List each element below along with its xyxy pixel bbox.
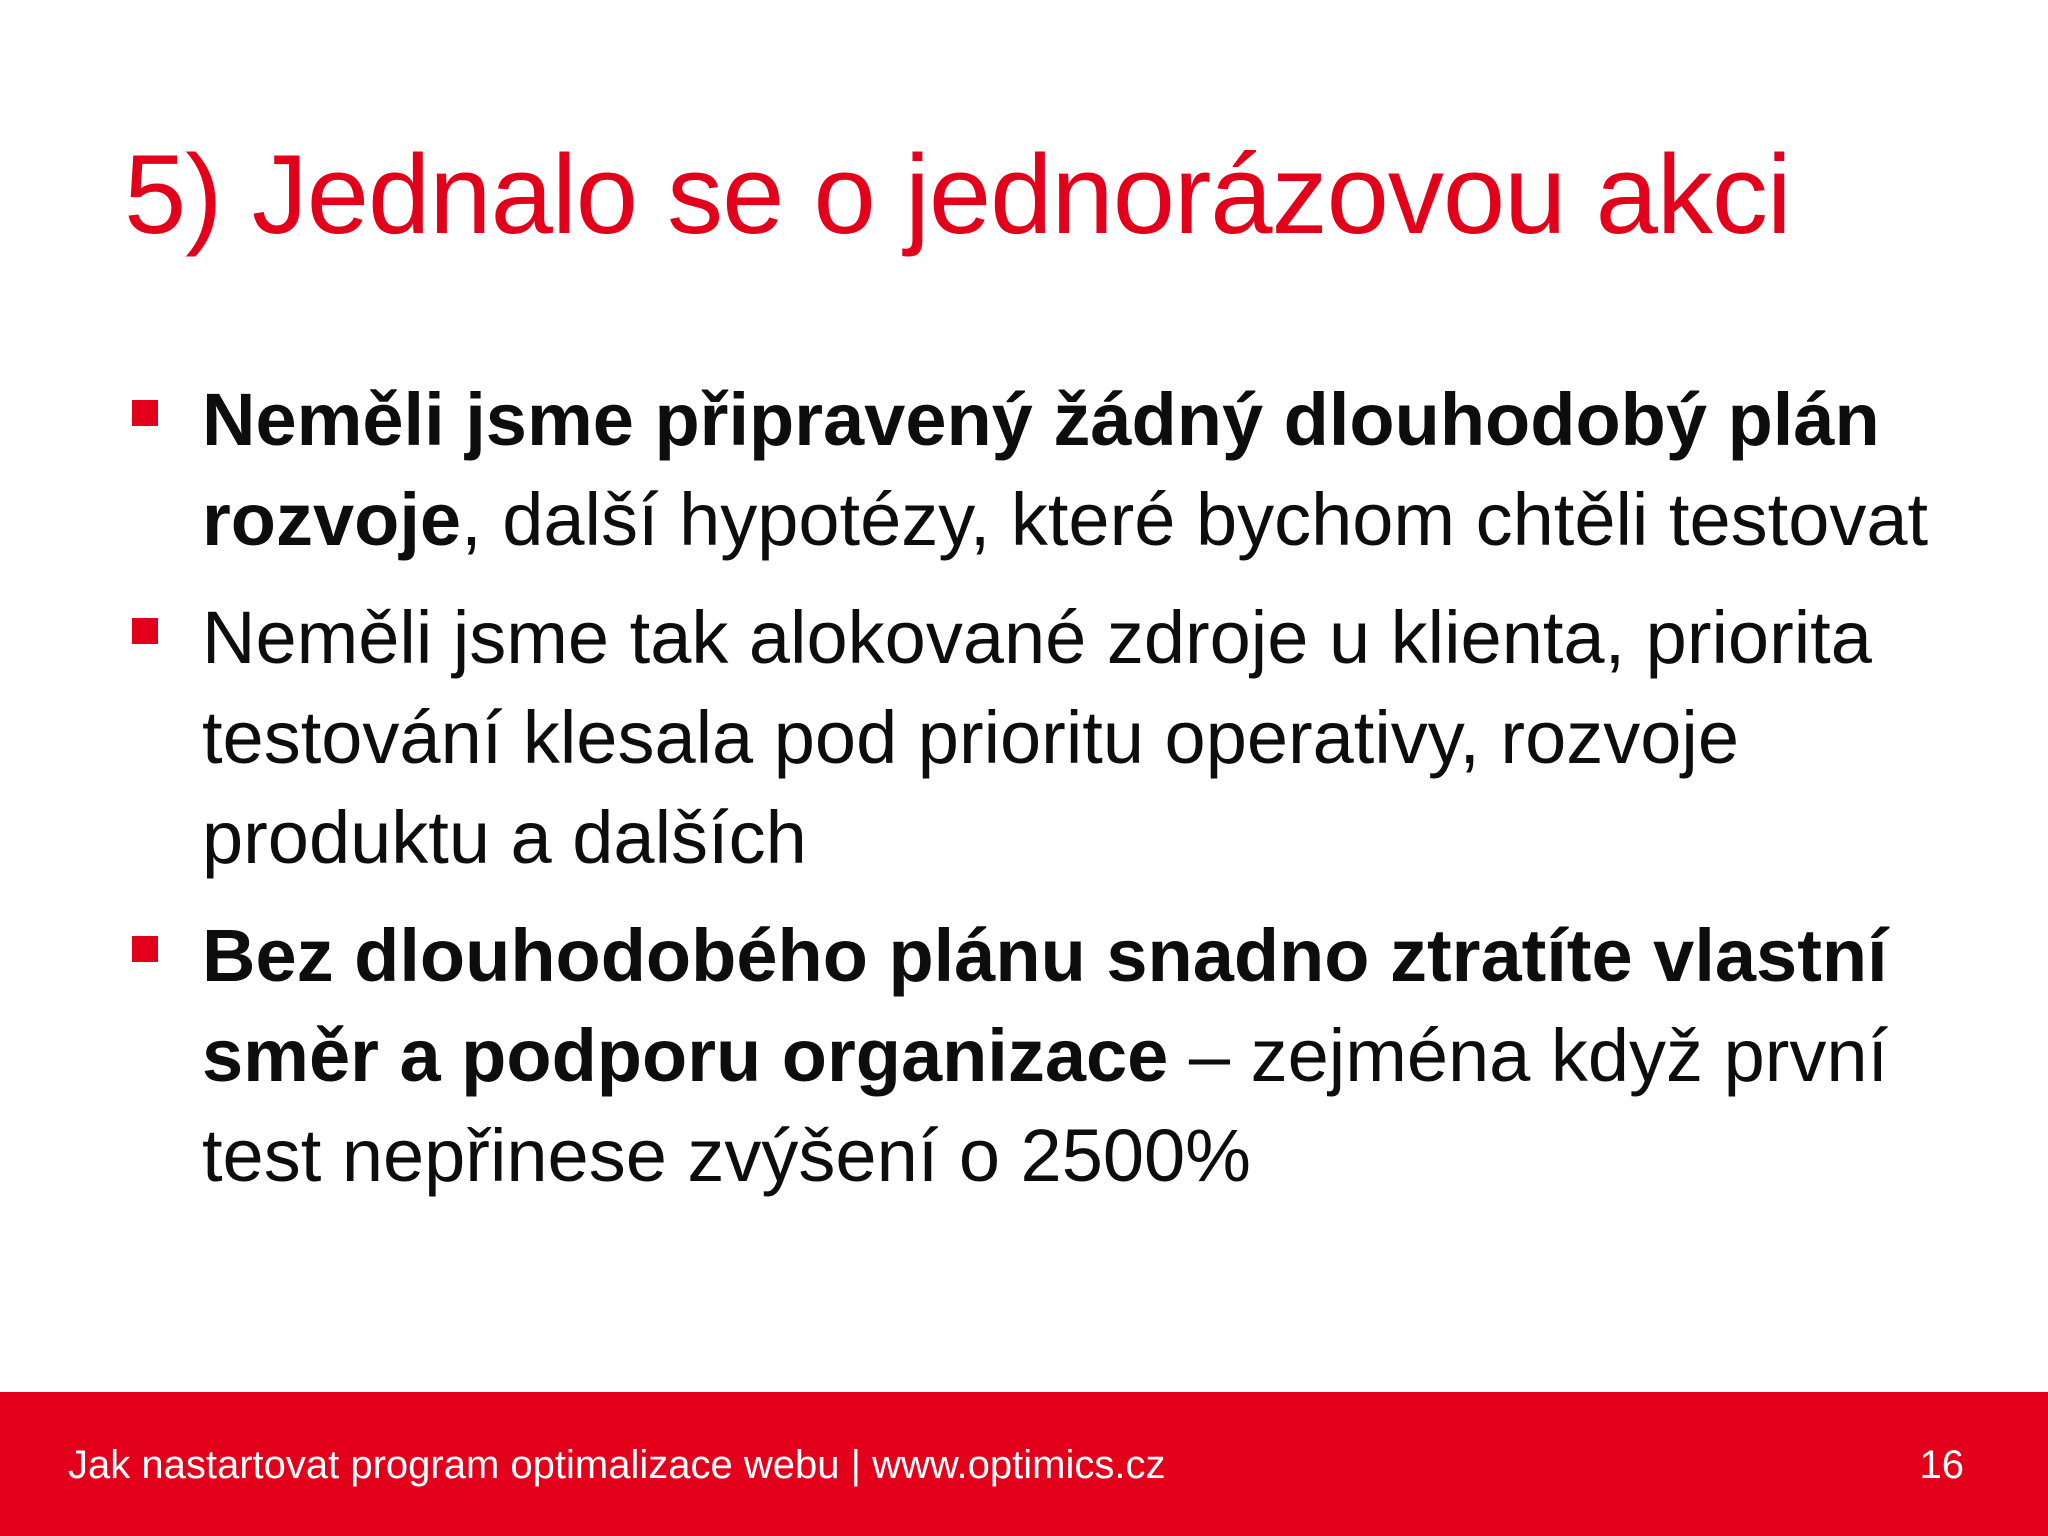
bullet-normal-text: – zejména když první test nepřinese zvýšení o 2500% bbox=[202, 1014, 1889, 1197]
footer-bar bbox=[0, 1392, 2048, 1536]
page-number: 16 bbox=[1919, 1443, 1964, 1487]
bullet-text bbox=[202, 378, 1928, 561]
bullet-item bbox=[130, 588, 1930, 888]
bullet-item bbox=[130, 906, 1930, 1206]
bullet-text bbox=[202, 914, 1888, 1197]
bullet-square-icon bbox=[132, 400, 158, 426]
bullet-text bbox=[202, 596, 1872, 879]
bullet-bold-text: Neměli jsme připravený žádný dlouhodobý plán rozvoje bbox=[202, 378, 1880, 561]
bullet-square-icon bbox=[132, 618, 158, 644]
bullet-list bbox=[130, 370, 1930, 1224]
bullet-square-icon bbox=[132, 936, 158, 962]
bullet-normal-text: Neměli jsme tak alokované zdroje u klienta, priorita testování klesala pod prioritu operativy, rozvoje produktu a dalších bbox=[202, 596, 1872, 879]
footer-text: Jak nastartovat program optimalizace webu | www.optimics.cz bbox=[68, 1443, 1166, 1487]
bullet-item bbox=[130, 370, 1930, 570]
slide-title: 5) Jednalo se o jednorázovou akci bbox=[124, 132, 1791, 257]
bullet-normal-text: , další hypotézy, které bychom chtěli testovat bbox=[461, 478, 1929, 561]
bullet-bold-text: Bez dlouhodobého plánu snadno ztratíte vlastní směr a podporu organizace bbox=[202, 914, 1888, 1097]
